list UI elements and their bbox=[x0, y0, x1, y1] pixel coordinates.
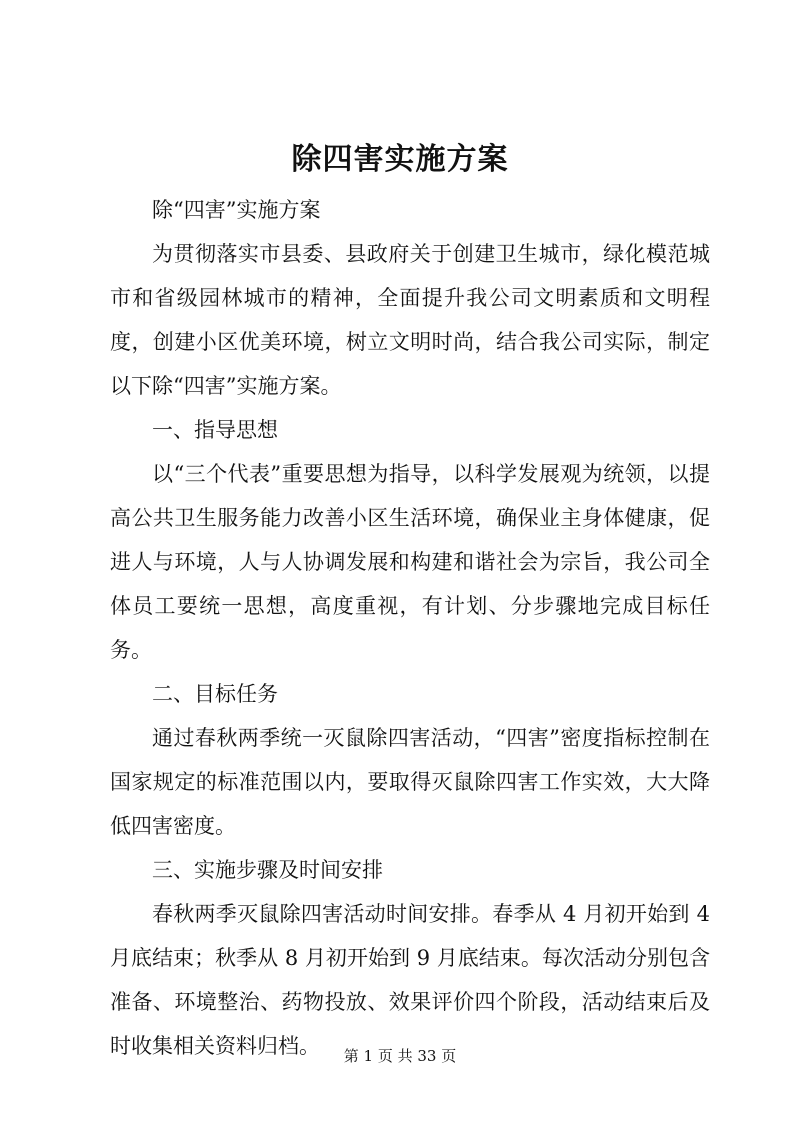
document-subtitle: 除“四害”实施方案 bbox=[152, 198, 321, 222]
section-heading-guiding-thought: 一、指导思想 bbox=[152, 418, 278, 442]
page-number-footer: 第 1 页 共 33 页 bbox=[343, 1047, 457, 1065]
document-body bbox=[110, 188, 710, 1068]
section-heading-goals: 二、目标任务 bbox=[152, 682, 278, 706]
section-paragraph-schedule: 春秋两季灭鼠除四害活动时间安排。春季从 4 月初开始到 4 月底结束；秋季从 8 月初开始到 9 月底结束。每次活动分别包含准备、环境整治、药物投放、效果评价四个阶段，活动结束后及时收集相关资料归档。 bbox=[110, 902, 710, 1058]
document-title: 除四害实施方案 bbox=[291, 142, 509, 177]
section-paragraph-guiding-thought: 以“三个代表”重要思想为指导，以科学发展观为统领，以提高公共卫生服务能力改善小区生活环境，确保业主身体健康，促进人与环境，人与人协调发展和构建和谐社会为宗旨，我公司全体员工要统一思想，高度重视，有计划、分步骤地完成目标任务。 bbox=[110, 462, 710, 662]
intro-paragraph: 为贯彻落实市县委、县政府关于创建卫生城市，绿化模范城市和省级园林城市的精神，全面提升我公司文明素质和文明程度，创建小区优美环境，树立文明时尚，结合我公司实际，制定以下除“四害”实施方案。 bbox=[110, 242, 710, 398]
section-paragraph-goals: 通过春秋两季统一灭鼠除四害活动，“四害”密度指标控制在国家规定的标准范围以内，要取得灭鼠除四害工作实效，大大降低四害密度。 bbox=[110, 726, 710, 838]
section-heading-schedule: 三、实施步骤及时间安排 bbox=[152, 858, 383, 882]
